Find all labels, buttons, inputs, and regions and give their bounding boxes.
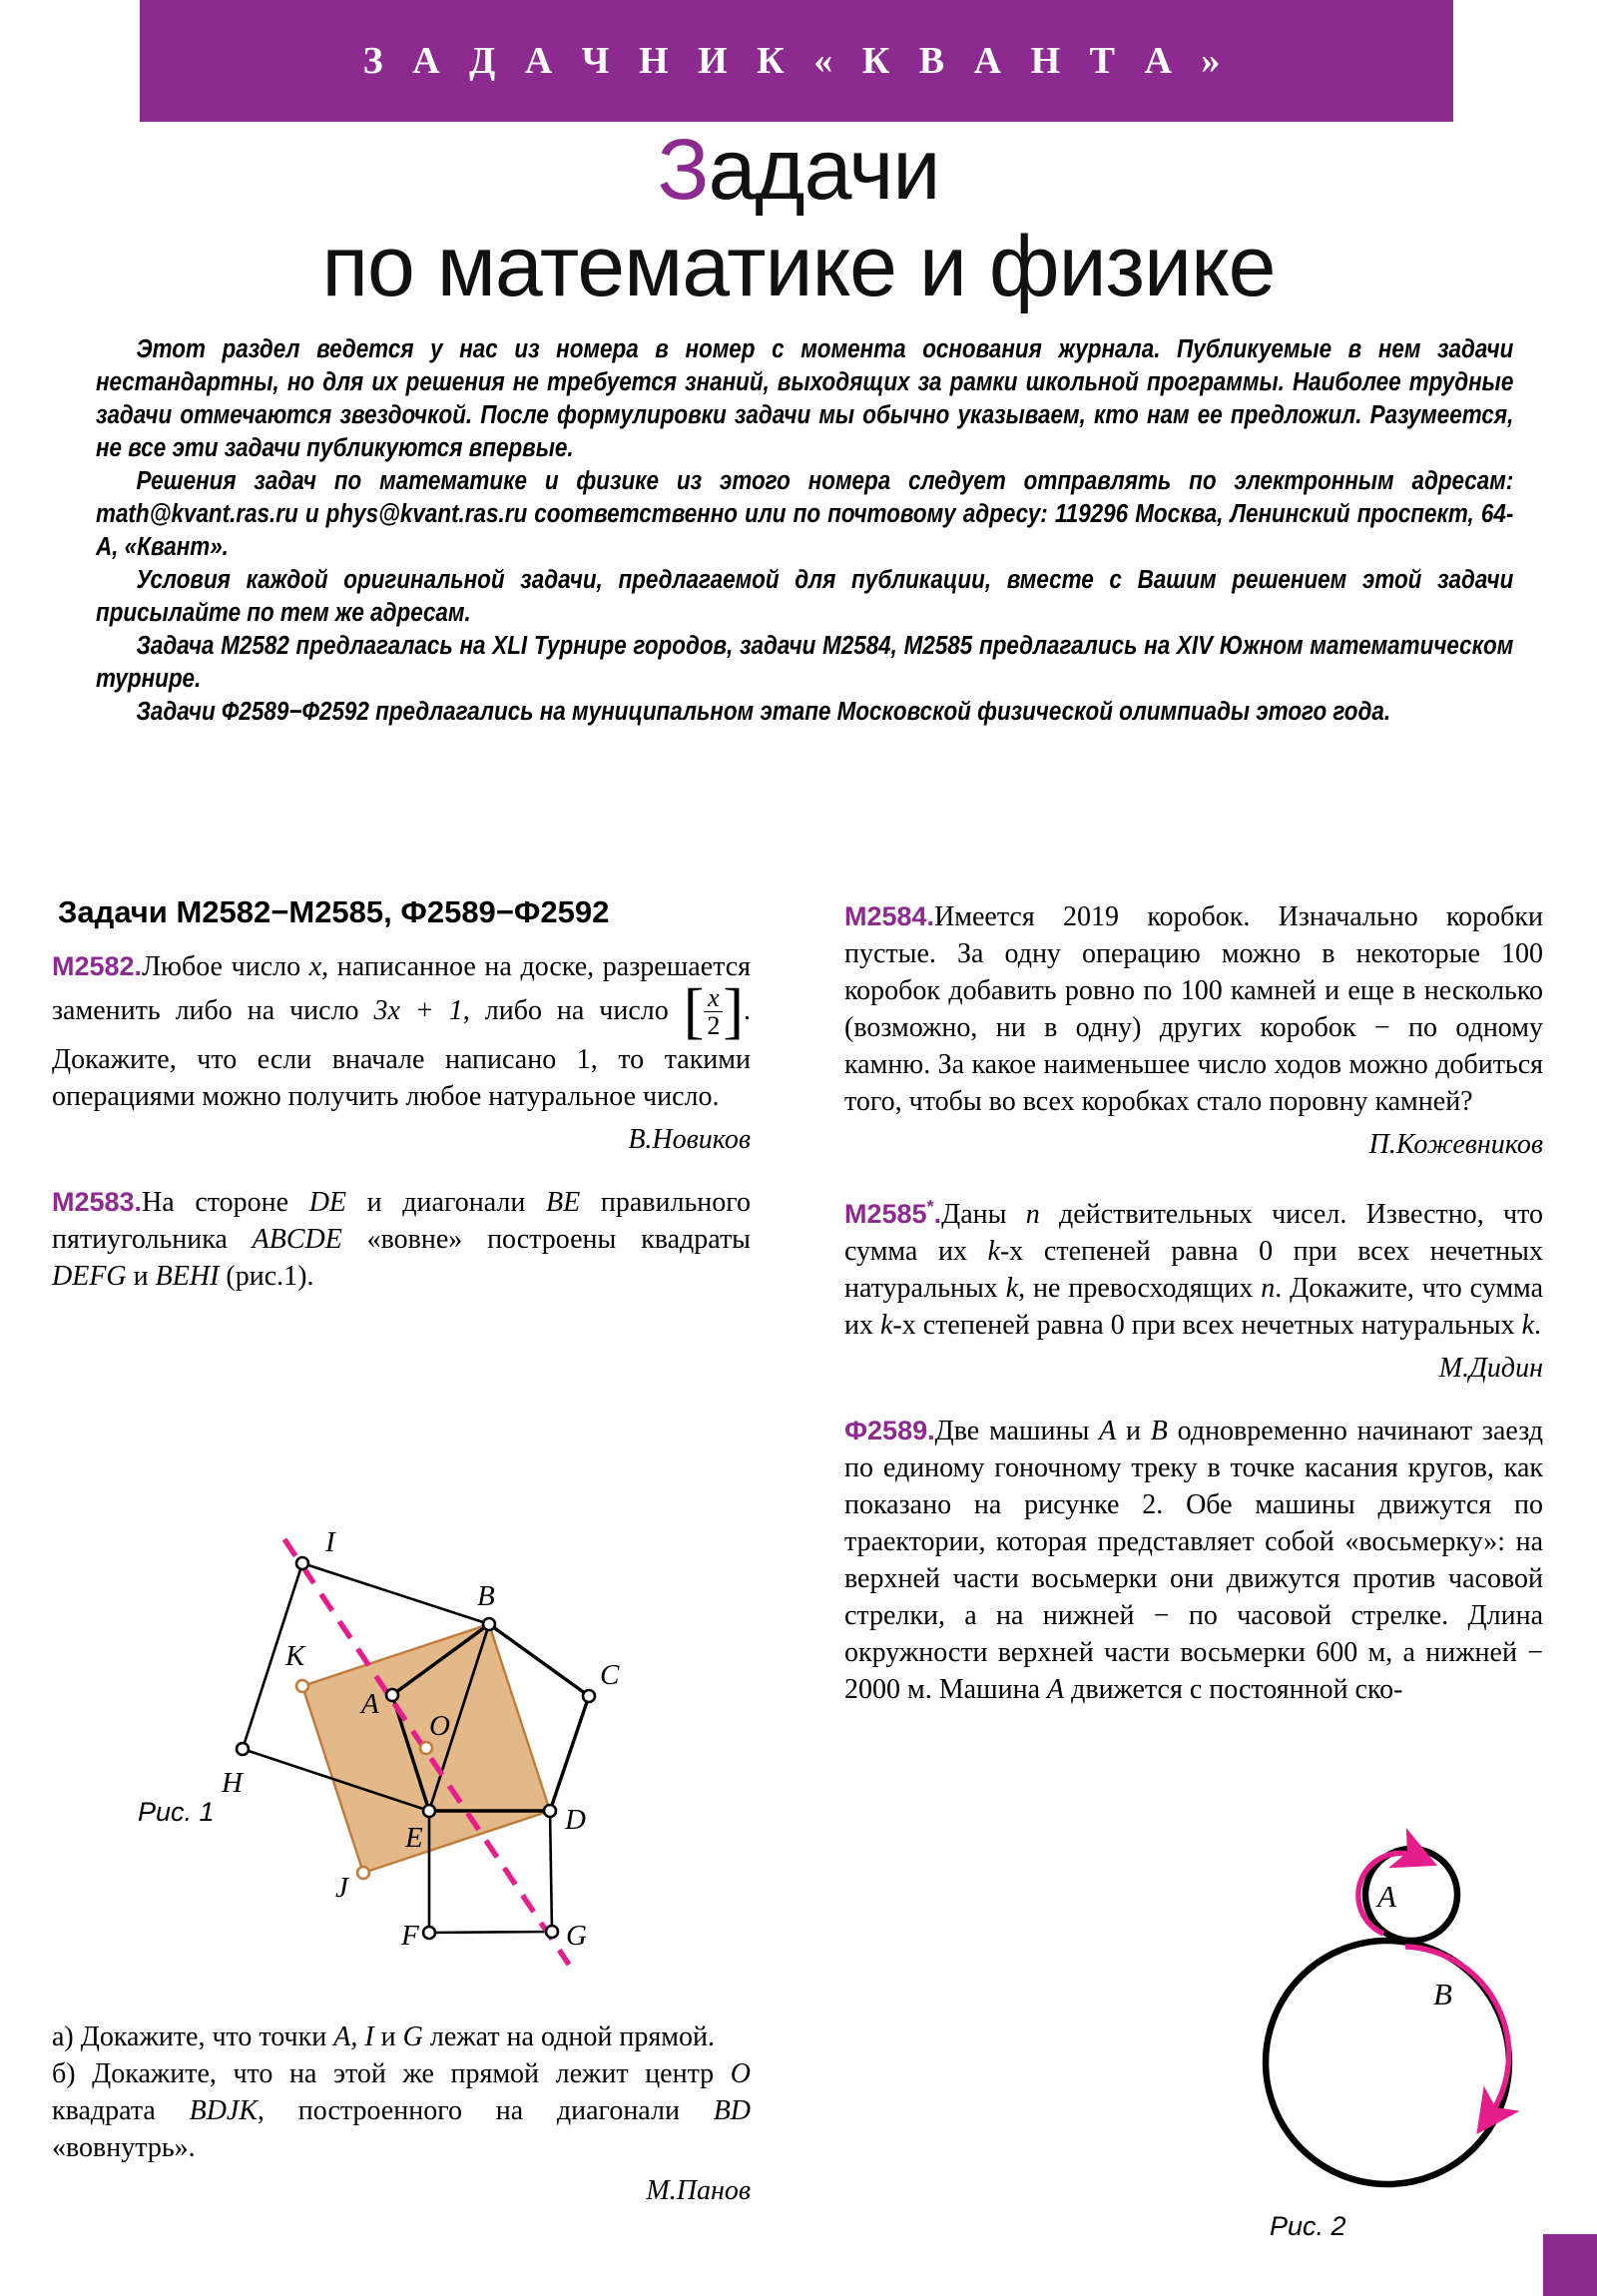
m2582-text-b: , написанное на доске, разрешается заменить либо на число [52,951,752,1027]
m2585-star-marker: * [926,1197,934,1217]
m2583-part-a-and: и [373,2021,403,2052]
problem-m2584 [844,898,1543,1120]
m2585-var-k-3: k [879,1310,893,1341]
bracket-close-icon: ] [723,976,745,1045]
m2583-label-be: BE [546,1186,581,1218]
problem-number-f2589: Ф2589. [844,1416,935,1445]
m2583-text-c: правильного пятиугольника [52,1186,751,1255]
m2585-var-n: n [1025,1199,1040,1230]
problem-number-m2582: М2582. [52,951,143,981]
fig1-label-e: E [405,1822,423,1854]
m2585-text-f: -х степеней равна 0 при всех нечетных натуральных [892,1310,1522,1341]
problem-author-m2585: М.Дидин [1438,1353,1543,1384]
problem-m2583-part-b [52,2055,751,2166]
problem-number-m2583: М2583. [52,1186,143,1217]
m2583-label-defg: DEFG [52,1260,127,1292]
m2583-part-b-tail: , построенного на диагонали [258,2095,714,2126]
m2583-part-a-tail: лежат на одной прямой. [422,2021,715,2052]
fig2-label-b: B [1433,1977,1452,2011]
m2583-label-de: DE [308,1186,347,1218]
figure-1-pentagon-squares [130,1517,749,1967]
f2589-text-b: и [1116,1416,1151,1446]
m2583-text-a: На стороне [142,1186,309,1218]
page-title-line1 [0,124,1597,216]
fig1-label-k: K [285,1640,305,1672]
problem-number-m2585: М2585*. [844,1197,942,1229]
fig1-label-o: O [429,1710,450,1742]
m2582-text-d: . Докажите, что если вначале написано 1, то такими операциями можно получить любое натуральное число. [52,995,752,1112]
m2583-part-b-center-o: O [730,2058,751,2089]
m2583-label-behi: BEHI [155,1260,220,1292]
m2583-label-abcde: ABCDE [252,1223,342,1255]
header-band-title: З А Д А Ч Н И К « К В А Н Т А » [362,40,1231,82]
m2583-part-b-diagonal: BD [713,2095,752,2126]
f2589-label-a: A [1099,1416,1117,1446]
m2585-text-c: -х степеней равна 0 при всех нечетных натуральных [844,1236,1543,1304]
m2582-expression: 3x + 1 [373,995,463,1027]
m2585-text-b: действительных чисел. Известно, что сумма их [844,1199,1543,1267]
m2583-part-b-mid: квадрата [52,2095,190,2126]
problem-f2589 [844,1413,1543,1708]
fig1-label-g: G [566,1920,587,1952]
problem-m2583 [52,1184,751,1295]
m2585-var-n-2: n [1261,1273,1276,1304]
bracket-open-icon: [ [683,976,705,1045]
m2582-fraction [704,984,723,1040]
problem-author-m2583: М.Панов [646,2175,751,2206]
fig1-label-c: C [600,1659,620,1691]
section-header-band [140,0,1453,122]
f2589-text-c: одновременно начинают заезд по единому гоночному треку в точке касания кругов, как показано на рисунке 2. Обе машины движутся по траектории, которая представляет собой «восьмерку»: на верхней части восьмерки они движутся против часовой стрелки, а на нижней − по часовой стрелке. Длина окружности верхней части восьмерки 600 м, а нижней − 2000 м. Машина [844,1416,1543,1705]
problem-m2583-part-a [52,2018,751,2055]
fig2-arrow-b [1405,1947,1509,2116]
m2584-text: Имеется 2019 коробок. Изначально коробки пустые. За одну операцию можно в некоторые 100 коробок добавить ровно по 100 камней и еще в несколько (возможно, ни в одну) других коробок − по одному камню. За какое наименьшее число ходов можно добиться того, чтобы во всех коробках стало поровну камней? [844,901,1543,1117]
f2589-label-b: B [1150,1416,1168,1446]
fig1-label-j: J [335,1872,348,1904]
intro-paragraph-1: Этот раздел ведется у нас из номера в номер с момента основания журнала. Публикуемые в нем задачи нестандартны, но для их решения не требуется знаний, выходящих за рамки школьной программы. Наиболее трудные задачи отмечаются звездочкой. После формулировки задачи мы обычно указываем, кто нам ее предложил. Разумеется, не все эти задачи публикуются впервые. [96,335,1514,462]
fig1-label-a: A [361,1688,379,1720]
fig1-label-h: H [222,1767,243,1799]
problems-section-heading: Задачи М2582−М2585, Ф2589−Ф2592 [58,894,610,929]
figure-2-figure-eight-track [1258,1827,1557,2226]
m2583-part-b-square: BDJK [189,2095,259,2126]
m2582-text-c: , либо на число [462,995,684,1027]
m2585-text-g: . [1534,1310,1542,1341]
intro-paragraph-3: Условия каждой оригинальной задачи, предлагаемой для публикации, вместе с Вашим решением этой задачи присылайте по тем же адресам. [96,566,1514,627]
problem-m2582 [52,948,751,1115]
page-corner-mark [1543,2234,1597,2296]
spacer [844,1387,1543,1413]
intro-paragraph-5: Задачи Ф2589−Ф2592 предлагались на муниципальном этапе Московской физической олимпиады этого года. [136,698,1391,726]
m2583-part-a-points: A, I [333,2021,374,2052]
intro-paragraph-2: Решения задач по математике и физике из этого номера следует отправлять по электронным адресам: math@kvant.ras.ru и phys@kvant.ras.ru соответственно или по почтовому адресу: 119296 Москва, Ленинский проспект, 64-А, «Квант». [96,467,1514,561]
m2582-text-a: Любое число [142,951,309,982]
m2585-var-k-4: k [1521,1310,1535,1341]
fig2-label-a: A [1377,1879,1396,1914]
problem-author-m2582: В.Новиков [628,1123,751,1155]
m2583-text-e: и [126,1260,156,1292]
m2583-part-a-point-g: G [402,2021,423,2052]
m2585-text-e: . Докажите, что сумма их [844,1273,1544,1341]
problem-f2589-wrapper [844,1413,1543,1708]
intro-block [96,333,1513,729]
f2589-text-d: движется с постоянной ско- [1064,1674,1403,1705]
m2582-var-x: x [308,951,322,982]
page-title-line1-rest: адачи [708,122,940,218]
m2583-part-b-end: «вовнутрь». [52,2132,196,2163]
figure-2-caption: Рис. 2 [1270,2211,1346,2241]
spacer [52,1158,751,1184]
page-title-line2: по математике и физике [321,219,1276,314]
problem-m2585 [844,1189,1543,1344]
problem-number-m2584: М2584. [844,901,935,931]
m2585-text-a: Даны [941,1199,1026,1230]
f2589-text-a: Две машины [934,1416,1100,1446]
left-column-continued [52,2018,751,2209]
page-title-accent-letter: З [657,122,709,218]
m2585-var-k-1: k [987,1236,1000,1267]
problem-author-m2584: П.Кожевников [1368,1129,1543,1160]
m2582-fraction-denominator: 2 [704,1011,723,1039]
figure-1-caption: Рис. 1 [138,1797,215,1827]
m2583-text-b: и диагонали [346,1186,546,1218]
m2582-fraction-numerator: x [708,983,720,1012]
spacer [844,1163,1543,1189]
fig1-label-i: I [325,1526,335,1558]
fig1-label-f: F [401,1920,419,1952]
fig1-label-b: B [477,1580,495,1612]
m2585-text-d: , не превосходящих [1018,1273,1262,1304]
right-column [844,898,1543,1708]
page-title [0,124,1597,313]
m2583-part-a-text: а) Докажите, что точки [52,2021,334,2052]
intro-paragraph-4: Задача М2582 предлагалась на XLI Турнире городов, задачи М2584, М2585 предлагались на XIV Южном математическом турнире. [96,632,1514,693]
fig1-label-d: D [565,1804,586,1836]
left-column [52,948,751,1295]
m2583-text-d: «вовне» построены квадраты [341,1223,751,1255]
m2585-var-k-2: k [1005,1273,1019,1304]
m2583-text-f: (рис.1). [219,1260,314,1292]
f2589-label-a-2: A [1047,1674,1065,1705]
m2583-part-b-text: б) Докажите, что на этой же прямой лежит центр [52,2058,731,2089]
